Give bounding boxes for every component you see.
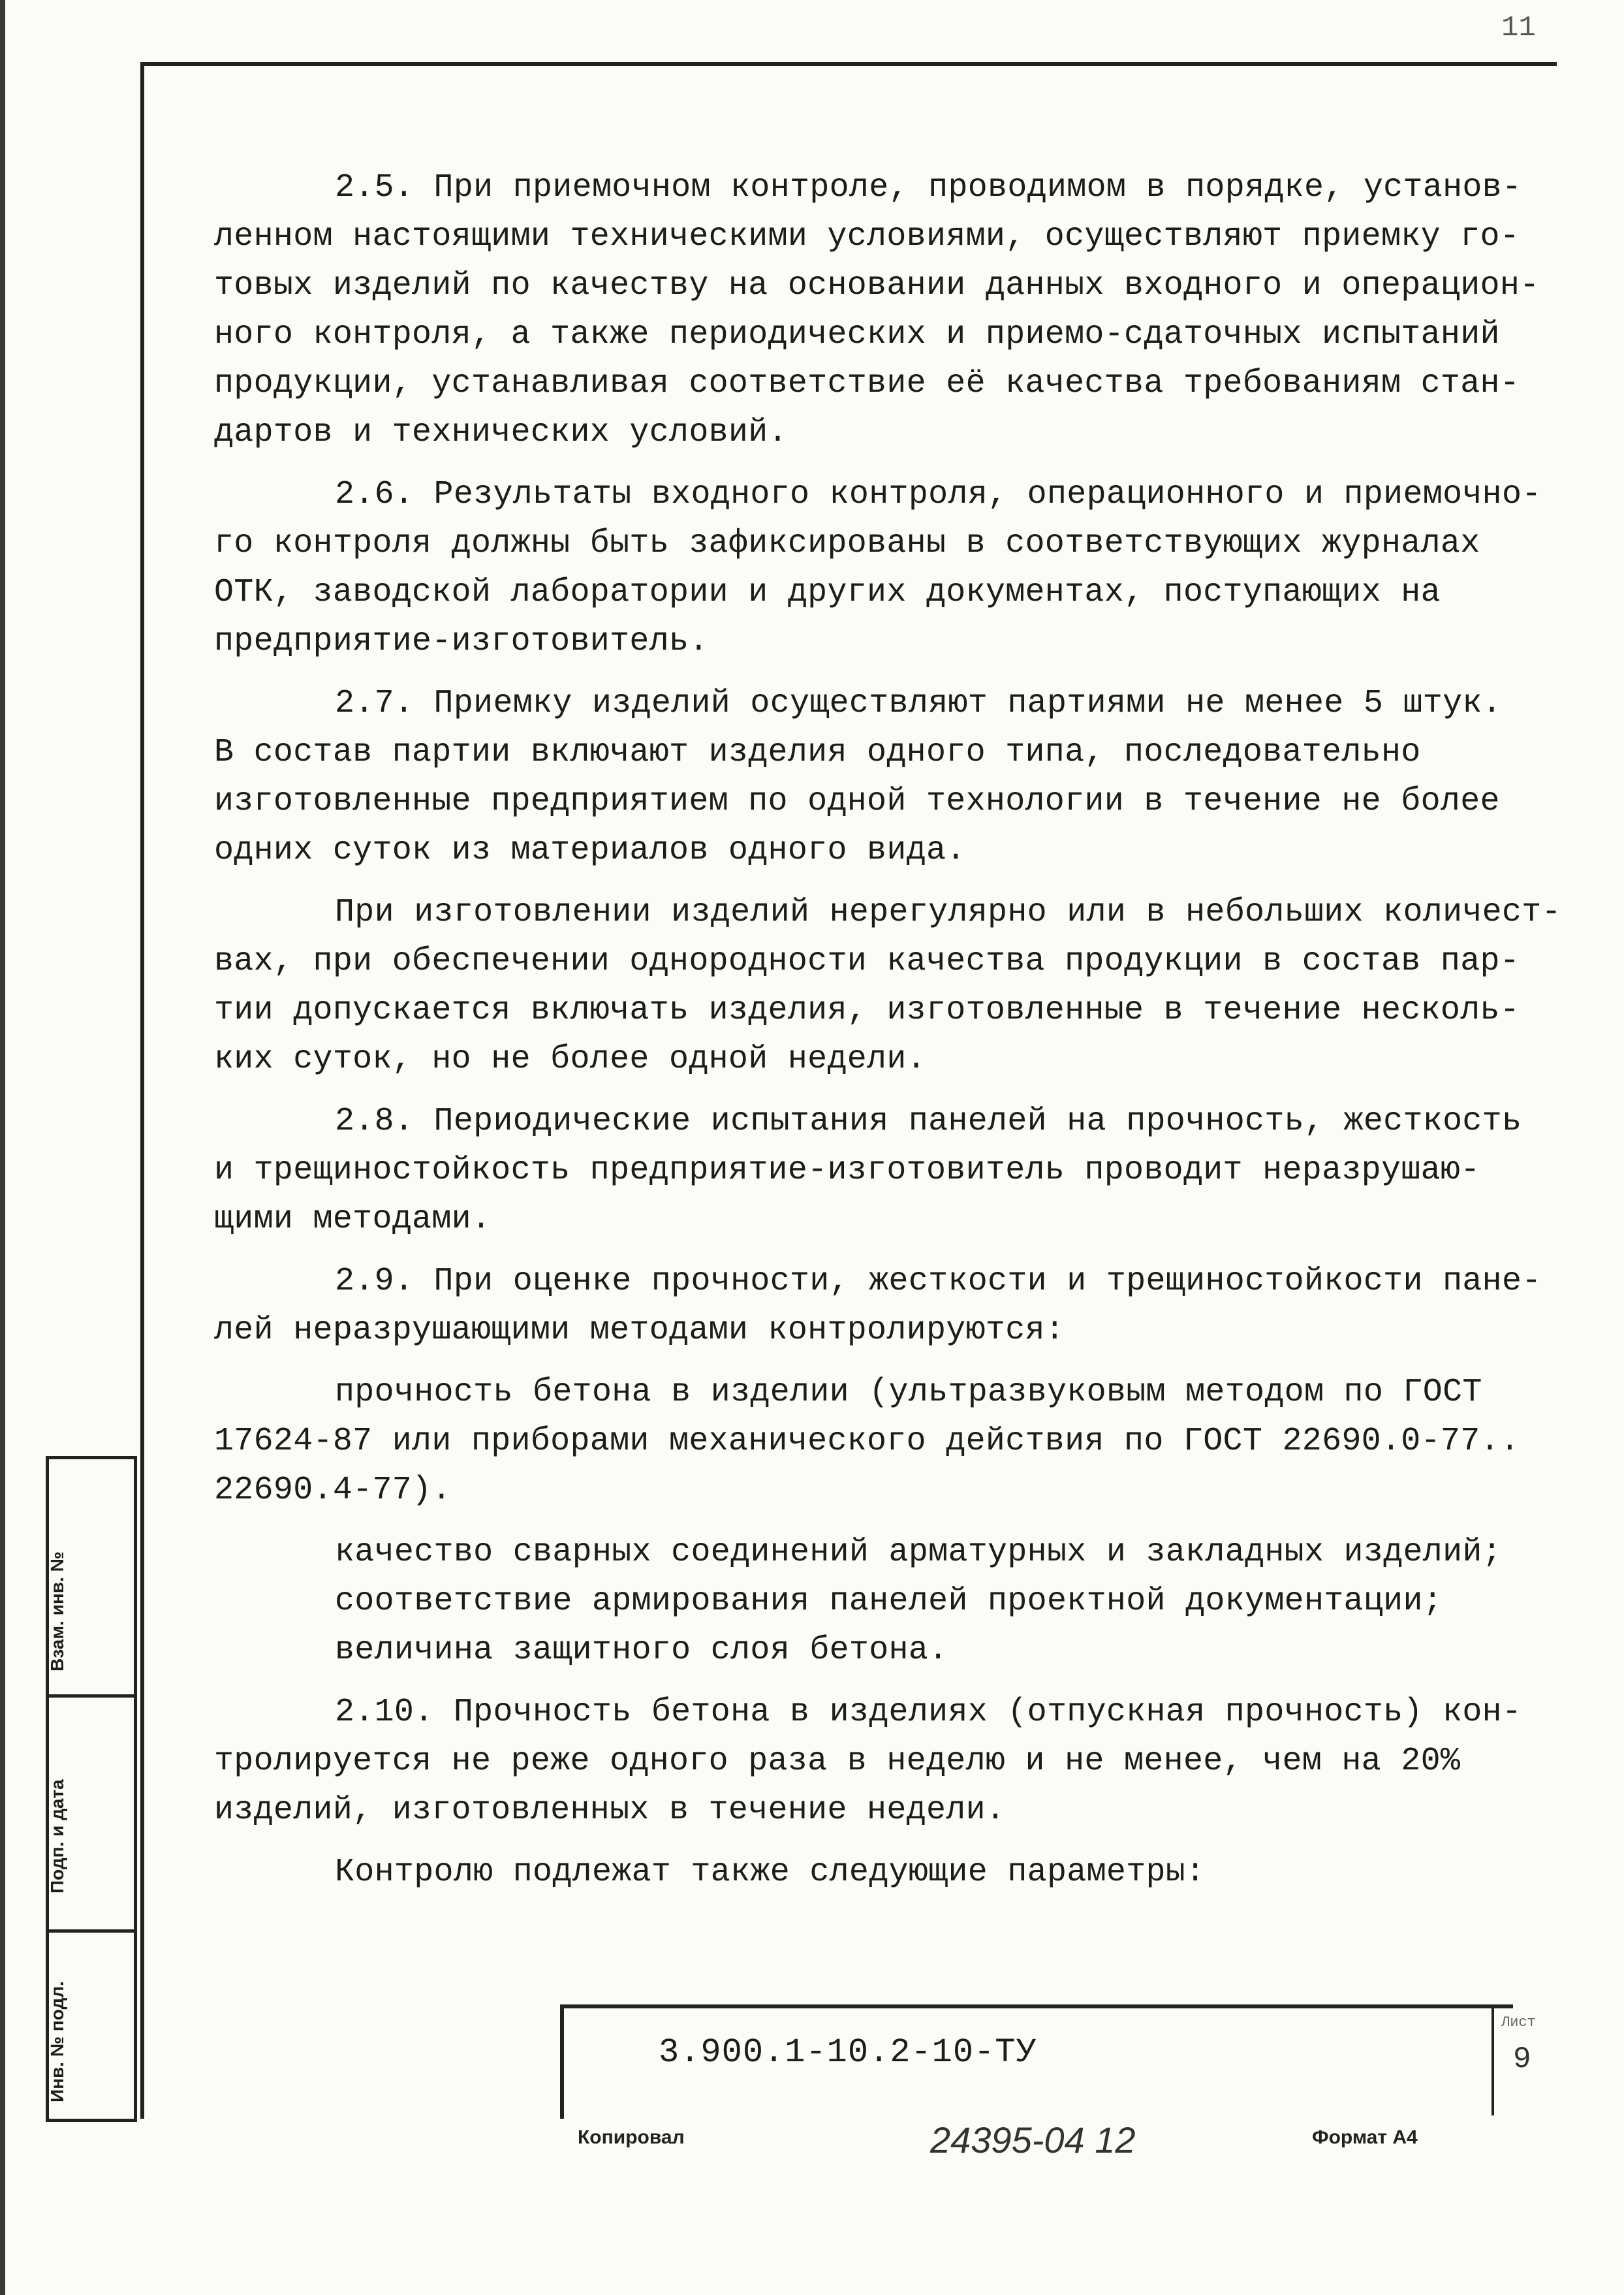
corner-mark: 11	[1501, 12, 1536, 44]
text-line: 2.5. При приемочном контроле, проводимом в порядке, установ-	[335, 169, 1522, 206]
text-line: тролируется не реже одного раза в неделю и не менее, чем на 20%	[214, 1743, 1461, 1780]
text-line: 2.9. При оценке прочности, жесткости и трещиностойкости пане-	[335, 1263, 1542, 1300]
text-line: дартов и технических условий.	[214, 414, 788, 451]
text-line: качество сварных соединений арматурных и закладных изделий;	[335, 1534, 1502, 1571]
text-line: одних суток из материалов одного вида.	[214, 832, 966, 869]
text-line: товых изделий по качеству на основании данных входного и операцион-	[214, 267, 1540, 304]
text-line: вах, при обеспечении однородности качества продукции в состав пар-	[214, 943, 1520, 980]
text-line: Контролю подлежат также следующие параметры:	[335, 1854, 1206, 1891]
text-line: В состав партии включают изделия одного типа, последовательно	[214, 734, 1421, 771]
sheet-label: Лист	[1501, 2014, 1536, 2031]
margin-divider	[49, 1694, 134, 1698]
text-line: и трещиностойкость предприятие-изготовитель проводит неразрушаю-	[214, 1152, 1480, 1189]
text-line: прочность бетона в изделии (ультразвуковым методом по ГОСТ	[335, 1374, 1482, 1411]
text-line: соответствие армирования панелей проектной документации;	[335, 1583, 1443, 1620]
page-edge	[0, 0, 5, 2295]
paragraph-2-8	[214, 1097, 1533, 1244]
text-line: 2.7. Приемку изделий осуществляют партиями не менее 5 штук.	[335, 685, 1502, 722]
text-line: При изготовлении изделий нерегулярно или в небольших количест-	[335, 894, 1561, 931]
sheet-number: 9	[1513, 2042, 1531, 2076]
text-line: ленном настоящими техническими условиями, осуществляют приемку го-	[214, 218, 1520, 255]
document-body	[214, 163, 1561, 1910]
text-line: изделий, изготовленных в течение недели.	[214, 1792, 1006, 1829]
margin-label-podp-data: Подп. и дата	[47, 1779, 67, 1893]
text-line: предприятие-изготовитель.	[214, 623, 709, 660]
margin-divider	[49, 1929, 134, 1933]
text-line: 2.8. Периодические испытания панелей на прочность, жесткость	[335, 1103, 1522, 1140]
text-line: ного контроля, а также периодических и приемо-сдаточных испытаний	[214, 316, 1500, 353]
title-block-stamp	[560, 2004, 1513, 2119]
text-line: 17624-87 или приборами механического действия по ГОСТ 22690.0-77..	[214, 1423, 1520, 1460]
text-line: ких суток, но не более одной недели.	[214, 1041, 926, 1078]
margin-label-inv-podl: Инв. № подл.	[47, 1981, 67, 2102]
paragraph-2-5	[214, 163, 1540, 457]
text-line: величина защитного слоя бетона.	[335, 1632, 948, 1669]
footer-order-number: 24395-04 12	[930, 2119, 1136, 2160]
paragraph-2-9-item-strength	[214, 1368, 1533, 1515]
footer-copied-label: Копировал	[578, 2127, 685, 2148]
text-line: щими методами.	[214, 1201, 492, 1238]
footer-format-label: Формат А4	[1312, 2127, 1418, 2148]
text-line: продукции, устанавливая соответствие её качества требованиям стан-	[214, 365, 1520, 402]
paragraph-2-7	[214, 679, 1533, 875]
text-line: изготовленные предприятием по одной технологии в течение не более	[214, 783, 1500, 820]
text-line: го контроля должны быть зафиксированы в соответствующих журналах	[214, 525, 1480, 562]
text-line: 2.10. Прочность бетона в изделиях (отпускная прочность) кон-	[335, 1694, 1522, 1731]
text-line: 2.6. Результаты входного контроля, операционного и приемочно-	[335, 476, 1542, 513]
paragraph-2-9	[214, 1257, 1542, 1355]
paragraph-2-6	[214, 470, 1542, 666]
text-line: лей неразрушающими методами контролируются:	[214, 1312, 1065, 1349]
margin-label-vzam-inv: Взам. инв. №	[47, 1551, 67, 1671]
text-line: 22690.4-77).	[214, 1472, 452, 1509]
paragraph-2-9-items	[214, 1528, 1533, 1675]
paragraph-2-11	[214, 1848, 1533, 1897]
text-line: тии допускается включать изделия, изготовленные в течение несколь-	[214, 992, 1520, 1029]
paragraph-2-7-continued	[214, 888, 1561, 1084]
text-line: ОТК, заводской лаборатории и других документах, поступающих на	[214, 574, 1441, 611]
document-code: 3.900.1-10.2-10-ТУ	[659, 2033, 1037, 2072]
paragraph-2-10	[214, 1688, 1533, 1835]
